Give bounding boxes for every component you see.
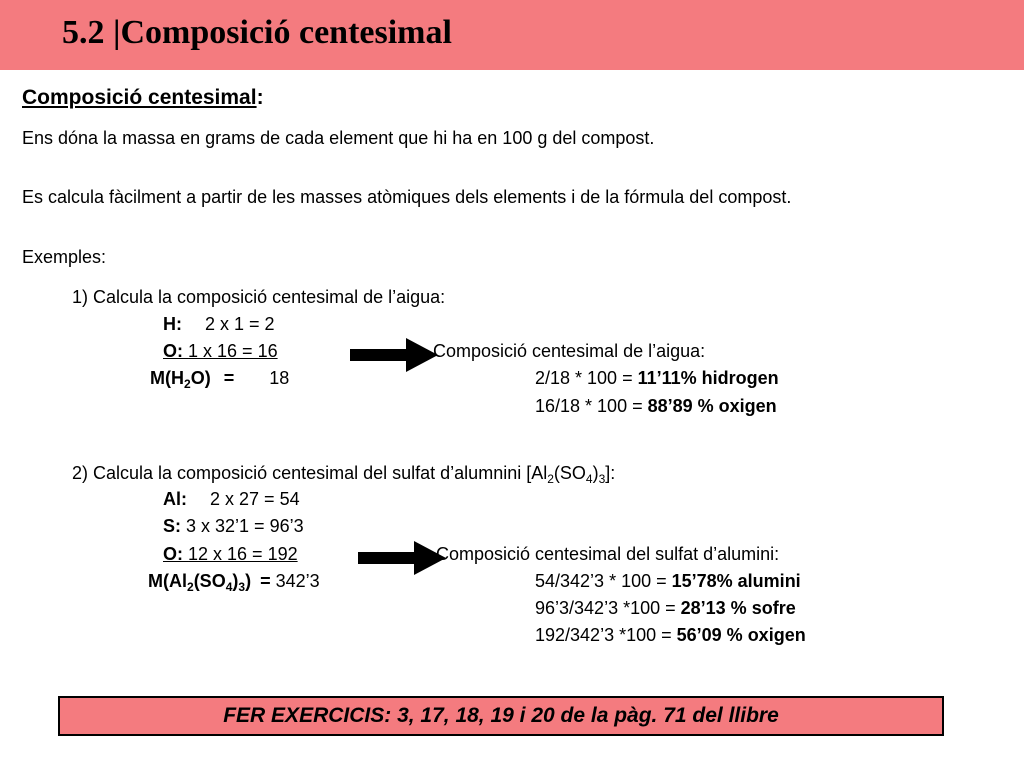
slide-title: 5.2 |Composició centesimal [62,14,452,51]
section-heading [22,86,264,110]
example1-result-oxygen [535,396,777,417]
example1-result-title: Composició centesimal de l’aigua: [433,341,706,361]
example2-result-title: Composició centesimal del sulfat d’alumini: [436,544,780,564]
example2-mass-value: 342’3 [275,571,320,591]
example2-mass-d: ) [245,571,252,591]
example2-al-label: Al: [163,489,187,509]
example2-mass-sub3: 3 [238,580,246,594]
example2-question-a: 2) Calcula la composició centesimal del sulfat d’alumnini [Al [72,463,548,483]
example2-molar-mass [148,571,320,592]
example2-question-sub3: 3 [598,472,606,486]
example1-o-calc: 1 x 16 = 16 [188,341,278,361]
example2-question-c: ) [592,463,599,483]
section-heading-colon: : [256,86,264,109]
example2-r3-expr: 192/342’3 *100 = [535,625,677,645]
example1-h-row [163,314,275,335]
example2-result-sulfur [535,598,796,619]
example1-o-label: O: [163,341,183,361]
example2-mass-formula [148,571,252,594]
intro-definition: Ens dóna la massa en grams de cada element que hi ha en 100 g del compost. [22,128,655,148]
example1-h-label: H: [163,314,182,334]
example1-mass-value: 18 [269,368,290,388]
example2-question-sub2: 4 [585,472,593,486]
example2-question-b: (SO [553,463,586,483]
example2-mass-sub2: 4 [225,580,233,594]
example2-equals: = [260,571,271,591]
example2-al-calc: 2 x 27 = 54 [210,489,300,509]
example2-question-d: ]: [605,463,616,483]
example2-r2-expr: 96’3/342’3 *100 = [535,598,681,618]
example2-result-oxygen [535,625,806,646]
example1-r2-value: 88’89 % oxigen [647,396,777,416]
example2-al-row [163,489,300,510]
example2-r1-expr: 54/342’3 * 100 = [535,571,672,591]
example1-result-hydrogen [535,368,779,389]
example1-r1-value: 11’11% hidrogen [637,368,779,388]
example1-mass-suffix: O) [190,368,211,388]
example2-result-aluminium [535,571,801,592]
example2-s-label: S: [163,516,181,536]
example2-s-row [163,516,304,537]
example2-mass-b: (SO [193,571,226,591]
example1-question: 1) Calcula la composició centesimal de l’aigua: [72,287,446,307]
example1-h-calc: 2 x 1 = 2 [205,314,275,334]
example2-o-row [163,544,298,565]
exercise-text: FER EXERCICIS: 3, 17, 18, 19 i 20 de la pàg. 71 del llibre [223,704,779,727]
example2-mass-a: M(Al [148,571,187,591]
exercise-box [58,696,944,736]
right-arrow-icon [350,338,440,372]
examples-label: Exemples: [22,247,107,267]
example2-mass-c: ) [232,571,239,591]
section-heading-text: Composició centesimal [22,86,257,109]
example1-o-row [163,341,278,362]
example1-mass-sub: 2 [184,377,191,391]
example1-mass-prefix: M(H [150,368,184,388]
example2-r3-value: 56’09 % oxigen [676,625,806,645]
example2-o-calc: 12 x 16 = 192 [188,544,298,564]
example2-question-sub1: 2 [547,472,554,486]
right-arrow-icon [358,541,448,575]
example2-s-calc: 3 x 32’1 = 96’3 [186,516,304,536]
example1-molar-mass [150,368,289,389]
example2-mass-sub1: 2 [187,580,194,594]
example2-question [72,463,615,484]
example1-r1-expr: 2/18 * 100 = [535,368,638,388]
example2-r2-value: 28’13 % sofre [680,598,796,618]
example1-equals: = [223,368,235,388]
intro-calculation: Es calcula fàcilment a partir de les masses atòmiques dels elements i de la fórmula del compost. [22,187,792,207]
example2-r1-value: 15’78% alumini [671,571,801,591]
example1-r2-expr: 16/18 * 100 = [535,396,648,416]
example1-mass-formula [150,368,211,391]
example2-o-label: O: [163,544,183,564]
